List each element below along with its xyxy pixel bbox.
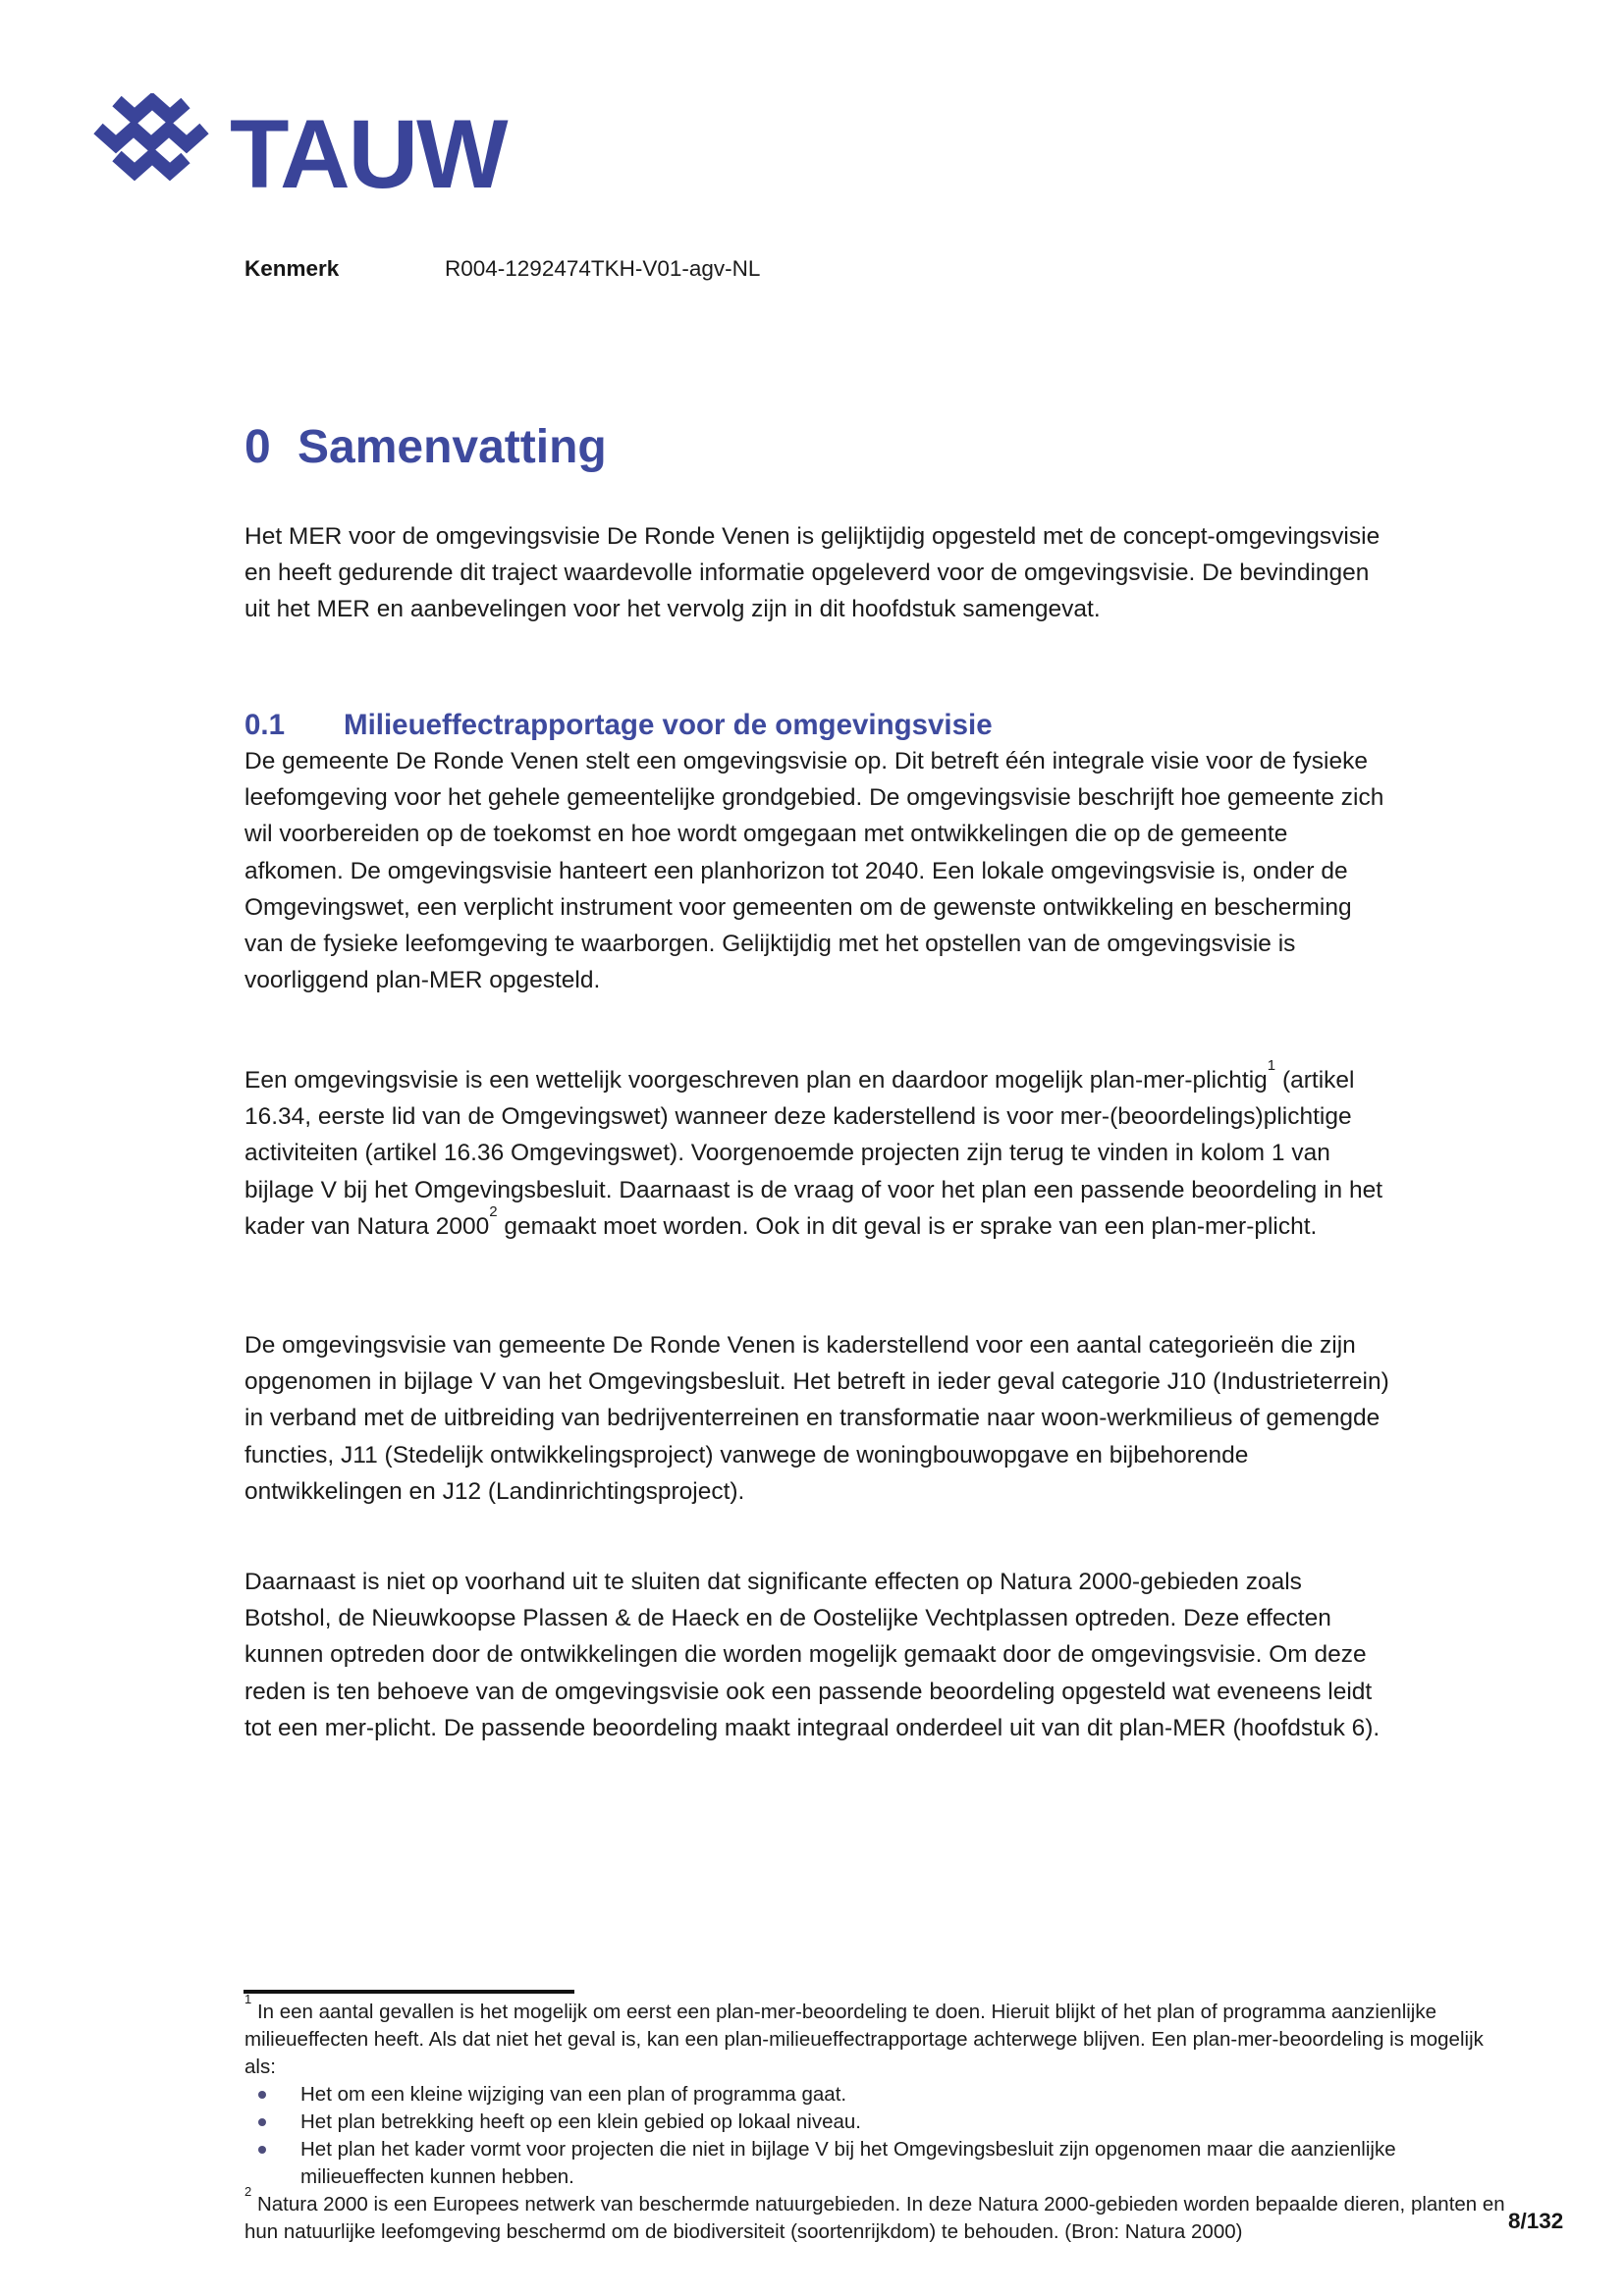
- section-title: Milieueffectrapportage voor de omgevingsvisie: [344, 709, 993, 741]
- legal-text-1: Een omgevingsvisie is een wettelijk voorgeschreven plan en daardoor mogelijk plan-mer-plichtig: [244, 1067, 1268, 1094]
- bullet-icon: [258, 2091, 266, 2099]
- document-reference-row: [244, 256, 761, 282]
- footnote-2-marker: 2: [244, 2184, 252, 2200]
- footnote-2-text: Natura 2000 is een Europees netwerk van beschermde natuurgebieden. In deze Natura 2000-gebieden worden bepaalde dieren, planten en hun natuurlijke leefomgeving beschermd om de biodiversiteit (soortenrijkdom) te behouden. (Bron: Natura 2000): [244, 2193, 1505, 2243]
- section-paragraph: De gemeente De Ronde Venen stelt een omgevingsvisie op. Dit betreft één integrale visie voor de fysieke leefomgeving voor het gehele gemeentelijke grondgebied. De omgevingsvisie beschrijft hoe gemeente zich wil voorbereiden op de toekomst en hoe wordt omgegaan met ontwikkelingen die op de gemeente afkomen. De omgevingsvisie hanteert een planhorizon tot 2040. Een lokale omgevingsvisie is, onder de Omgevingswet, een verplicht instrument voor gemeenten om de gewenste ontwikkeling en bescherming van de fysieke leefomgeving te waarborgen. Gelijktijdig met het opstellen van de omgevingsvisie is voorliggend plan-MER opgesteld.: [244, 748, 1384, 994]
- bullet-text: Het plan betrekking heeft op een klein gebied op lokaal niveau.: [300, 2110, 861, 2133]
- chapter-title: Samenvatting: [298, 421, 607, 473]
- legal-text-3: gemaakt moet worden. Ook in dit geval is er sprake van een plan-mer-plicht.: [497, 1212, 1318, 1240]
- footnote-2: [244, 2184, 1507, 2246]
- intro-paragraph: Het MER voor de omgevingsvisie De Ronde Venen is gelijktijdig opgesteld met de concept-omgevingsvisie en heeft gedurende dit traject waardevolle informatie opgeleverd voor de omgevingsvisie. De bevindingen uit het MER en aanbevelingen voor het vervolg zijn in dit hoofdstuk samengevat.: [244, 523, 1380, 623]
- chapter-number: 0: [244, 421, 271, 473]
- tauw-waves-icon: [90, 93, 212, 189]
- section-heading: [244, 709, 993, 742]
- list-item: [244, 2109, 1507, 2136]
- list-item: [244, 2136, 1507, 2191]
- kenmerk-value: R004-1292474TKH-V01-agv-NL: [445, 256, 761, 281]
- section-number: 0.1: [244, 709, 286, 741]
- footnote-1-bullet-list: [244, 2081, 1507, 2191]
- footnote-1-marker: 1: [244, 1992, 252, 2007]
- tauw-logo: [90, 93, 507, 208]
- kenmerk-label: Kenmerk: [244, 256, 340, 281]
- footnote-1-text: In een aantal gevallen is het mogelijk om eerst een plan-mer-beoordeling te doen. Hieruit blijkt of het plan of programma aanzienlijke milieueffecten heeft. Als dat niet het geval is, kan een plan-milieueffectrapportage achterwege blijven. Een plan-mer-beoordeling is mogelijk als:: [244, 2001, 1484, 2078]
- page-number: 8/132: [1508, 2209, 1564, 2233]
- footnote-separator: [244, 1990, 574, 1994]
- bullet-text: Het plan het kader vormt voor projecten die niet in bijlage V bij het Omgevingsbesluit zijn opgenomen maar die aanzienlijke milieueffecten kunnen hebben.: [300, 2138, 1396, 2188]
- legal-paragraph: [244, 1056, 1391, 1245]
- tauw-logo-text: TAUW: [230, 99, 507, 208]
- legal-text-2: (artikel 16.34, eerste lid van de Omgevingswet) wanneer deze kaderstellend is voor mer-(beoordelings)plichtige activiteiten (artikel 16.36 Omgevingswet). Voorgenoemde projecten zijn terug te vinden in kolom 1 van bijlage V bij het Omgevingsbesluit. Daarnaast is de vraag of voor het plan een passende beoordeling in het kader van Natura 2000: [244, 1067, 1383, 1240]
- footnote-ref-2: 2: [489, 1202, 498, 1220]
- footnote-1: [244, 1992, 1507, 2081]
- chapter-heading: [244, 422, 607, 473]
- footnote-ref-1: 1: [1267, 1056, 1276, 1074]
- natura-paragraph: Daarnaast is niet op voorhand uit te sluiten dat significante effecten op Natura 2000-gebieden zoals Botshol, de Nieuwkoopse Plassen & de Haeck en de Oostelijke Vechtplassen optreden. Deze effecten kunnen optreden door de ontwikkelingen die worden mogelijk gemaakt door de omgevingsvisie. Om deze reden is ten behoeve van de omgevingsvisie ook een passende beoordeling opgesteld wat eveneens leidt tot een mer-plicht. De passende beoordeling maakt integraal onderdeel uit van dit plan-MER (hoofdstuk 6).: [244, 1569, 1380, 1741]
- list-item: [244, 2081, 1507, 2109]
- bullet-text: Het om een kleine wijziging van een plan of programma gaat.: [300, 2083, 847, 2106]
- footnotes-block: [244, 1992, 1507, 2246]
- bullet-icon: [258, 2146, 266, 2154]
- bullet-icon: [258, 2118, 266, 2126]
- kaderstellend-paragraph: De omgevingsvisie van gemeente De Ronde Venen is kaderstellend voor een aantal categorieën die zijn opgenomen in bijlage V van het Omgevingsbesluit. Het betreft in ieder geval categorie J10 (Industrieterrein) in verband met de uitbreiding van bedrijventerreinen en transformatie naar woon-werkmilieus of gemengde functies, J11 (Stedelijk ontwikkelingsproject) vanwege de woningbouwopgave en bijbehorende ontwikkelingen en J12 (Landinrichtingsproject).: [244, 1332, 1389, 1505]
